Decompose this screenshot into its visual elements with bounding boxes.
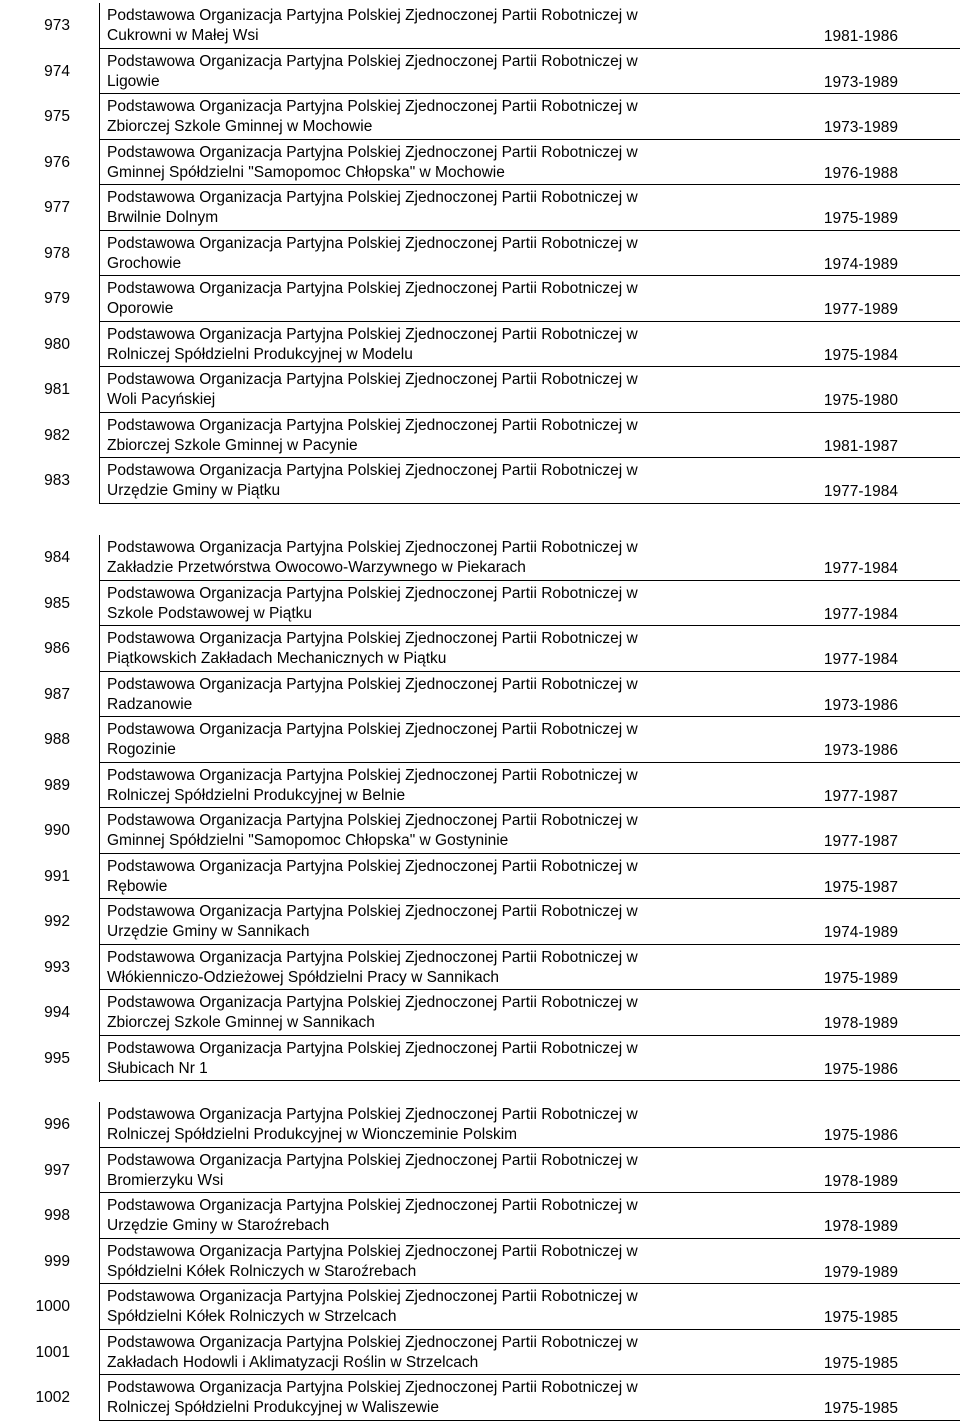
organization-prefix: Podstawowa Organizacja Partyjna Polskiej Zjednoczonej Partii Robotniczej w <box>107 98 638 115</box>
organization-place: Brwilnie Dolnym <box>107 209 219 226</box>
organization-prefix: Podstawowa Organizacja Partyjna Polskiej Zjednoczonej Partii Robotniczej w <box>107 325 638 343</box>
organization-place: Gminnej Spółdzielni "Samopomoc Chłopska" w Mochowie <box>107 163 505 181</box>
organization-prefix: Podstawowa Organizacja Partyjna Polskiej Zjednoczonej Partii Robotniczej w <box>107 371 638 388</box>
column-divider <box>99 535 100 581</box>
row-number: 983 <box>44 472 70 489</box>
table-section-2 <box>0 535 960 1081</box>
row-number: 990 <box>44 822 70 839</box>
row-number: 976 <box>44 153 70 171</box>
row-number: 992 <box>44 913 70 930</box>
row-number: 999 <box>44 1252 70 1270</box>
organization-place: Oporowie <box>107 300 174 317</box>
organization-prefix: Podstawowa Organizacja Partyjna Polskiej Zjednoczonej Partii Robotniczej w <box>107 630 638 647</box>
column-divider <box>99 367 100 413</box>
row-number: 978 <box>44 244 70 262</box>
organization-place: Spółdzielni Kółek Rolniczych w Strzelcach <box>107 1308 397 1325</box>
column-divider <box>99 581 100 627</box>
table-row <box>0 1330 960 1376</box>
table-row <box>0 945 960 991</box>
row-number: 985 <box>44 594 70 612</box>
column-divider <box>99 1375 100 1421</box>
years-range: 1977-1984 <box>823 651 898 668</box>
row-number: 994 <box>44 1004 70 1021</box>
table-row <box>0 626 960 672</box>
years-range: 1977-1984 <box>823 483 898 500</box>
organization-place: Cukrowni w Małej Wsi <box>107 27 259 44</box>
organization-place: Rębowie <box>107 877 168 895</box>
organization-place: Słubicach Nr 1 <box>107 1059 208 1077</box>
years-range: 1978-1989 <box>823 1172 898 1190</box>
table-row <box>0 1239 960 1285</box>
organization-prefix: Podstawowa Organizacja Partyjna Polskiej Zjednoczonej Partii Robotniczej w <box>107 903 638 920</box>
years-range: 1975-1985 <box>823 1354 898 1372</box>
row-number: 995 <box>44 1049 70 1067</box>
column-divider <box>99 322 100 368</box>
years-range: 1976-1988 <box>823 164 898 182</box>
row-number: 973 <box>44 17 70 34</box>
organization-prefix: Podstawowa Organizacja Partyjna Polskiej Zjednoczonej Partii Robotniczej w <box>107 948 638 966</box>
organization-place: Zbiorczej Szkole Gminnej w Pacynie <box>107 436 358 454</box>
row-number: 988 <box>44 731 70 748</box>
table-row <box>0 1102 960 1148</box>
years-range: 1981-1987 <box>823 437 898 455</box>
row-number: 1002 <box>35 1389 70 1406</box>
years-range: 1977-1987 <box>823 833 898 850</box>
years-range: 1977-1984 <box>823 605 898 623</box>
organization-place: Rolniczej Spółdzielni Produkcyjnej w Wionczeminie Polskim <box>107 1126 518 1143</box>
organization-place: Radzanowie <box>107 695 193 713</box>
table-section-1 <box>0 3 960 504</box>
years-range: 1975-1984 <box>823 346 898 364</box>
table-row <box>0 231 960 277</box>
organization-prefix: Podstawowa Organizacja Partyjna Polskiej Zjednoczonej Partii Robotniczej w <box>107 539 638 556</box>
organization-place: Rolniczej Spółdzielni Produkcyjnej w Modelu <box>107 345 413 363</box>
row-divider <box>99 503 960 504</box>
row-number: 1000 <box>35 1298 70 1315</box>
table-row <box>0 458 960 504</box>
row-number: 975 <box>44 108 70 125</box>
row-number: 998 <box>44 1207 70 1224</box>
organization-prefix: Podstawowa Organizacja Partyjna Polskiej Zjednoczonej Partii Robotniczej w <box>107 1106 638 1123</box>
organization-place: Woli Pacyńskiej <box>107 391 216 408</box>
organization-prefix: Podstawowa Organizacja Partyjna Polskiej Zjednoczonej Partii Robotniczej w <box>107 7 638 24</box>
column-divider <box>99 808 100 854</box>
organization-prefix: Podstawowa Organizacja Partyjna Polskiej Zjednoczonej Partii Robotniczej w <box>107 721 638 738</box>
organization-place: Rolniczej Spółdzielni Produkcyjnej w Belnie <box>107 786 406 804</box>
years-range: 1973-1989 <box>823 119 898 136</box>
table-row <box>0 1375 960 1421</box>
years-range: 1974-1989 <box>823 255 898 273</box>
organization-prefix: Podstawowa Organizacja Partyjna Polskiej Zjednoczonej Partii Robotniczej w <box>107 766 638 784</box>
years-range: 1975-1985 <box>823 1400 898 1417</box>
column-divider <box>99 231 100 277</box>
column-divider <box>99 763 100 809</box>
years-range: 1981-1986 <box>823 28 898 45</box>
table-section-3 <box>0 1102 960 1421</box>
organization-prefix: Podstawowa Organizacja Partyjna Polskiej Zjednoczonej Partii Robotniczej w <box>107 52 638 70</box>
years-range: 1975-1986 <box>823 1127 898 1144</box>
organization-prefix: Podstawowa Organizacja Partyjna Polskiej Zjednoczonej Partii Robotniczej w <box>107 1039 638 1057</box>
column-divider <box>99 458 100 504</box>
table-row <box>0 808 960 854</box>
organization-place: Piątkowskich Zakładach Mechanicznych w Piątku <box>107 650 447 667</box>
row-number: 991 <box>44 867 70 885</box>
organization-place: Szkole Podstawowej w Piątku <box>107 604 313 622</box>
organization-prefix: Podstawowa Organizacja Partyjna Polskiej Zjednoczonej Partii Robotniczej w <box>107 1242 638 1260</box>
row-number: 980 <box>44 335 70 353</box>
organization-place: Ligowie <box>107 72 160 90</box>
column-divider <box>99 140 100 186</box>
organization-prefix: Podstawowa Organizacja Partyjna Polskiej Zjednoczonej Partii Robotniczej w <box>107 1288 638 1305</box>
table-row <box>0 185 960 231</box>
table-row <box>0 717 960 763</box>
column-divider <box>99 94 100 140</box>
years-range: 1977-1984 <box>823 560 898 577</box>
organization-prefix: Podstawowa Organizacja Partyjna Polskiej Zjednoczonej Partii Robotniczej w <box>107 584 638 602</box>
organization-prefix: Podstawowa Organizacja Partyjna Polskiej Zjednoczonej Partii Robotniczej w <box>107 1151 638 1169</box>
column-divider <box>99 1239 100 1285</box>
column-divider <box>99 185 100 231</box>
years-range: 1977-1987 <box>823 787 898 805</box>
organization-place: Rogozinie <box>107 741 176 758</box>
table-row <box>0 1193 960 1239</box>
row-divider <box>99 1420 960 1421</box>
years-range: 1977-1989 <box>823 301 898 318</box>
row-number: 1001 <box>35 1343 70 1361</box>
column-divider <box>99 626 100 672</box>
column-divider <box>99 672 100 718</box>
table-row <box>0 535 960 581</box>
organization-prefix: Podstawowa Organizacja Partyjna Polskiej Zjednoczonej Partii Robotniczej w <box>107 1333 638 1351</box>
organization-prefix: Podstawowa Organizacja Partyjna Polskiej Zjednoczonej Partii Robotniczej w <box>107 994 638 1011</box>
organization-place: Zbiorczej Szkole Gminnej w Sannikach <box>107 1014 375 1031</box>
row-number: 987 <box>44 685 70 703</box>
organization-place: Bromierzyku Wsi <box>107 1171 224 1189</box>
years-range: 1978-1989 <box>823 1218 898 1235</box>
column-divider <box>99 1330 100 1376</box>
row-number: 984 <box>44 549 70 566</box>
row-number: 989 <box>44 776 70 794</box>
years-range: 1979-1989 <box>823 1263 898 1281</box>
table-row <box>0 899 960 945</box>
column-divider <box>99 1102 100 1148</box>
column-divider <box>99 854 100 900</box>
column-divider <box>99 717 100 763</box>
table-row <box>0 854 960 900</box>
organization-prefix: Podstawowa Organizacja Partyjna Polskiej Zjednoczonej Partii Robotniczej w <box>107 416 638 434</box>
row-number: 977 <box>44 199 70 216</box>
years-range: 1978-1989 <box>823 1015 898 1032</box>
row-number: 993 <box>44 958 70 976</box>
row-number: 996 <box>44 1116 70 1133</box>
column-divider <box>99 1148 100 1194</box>
column-divider <box>99 276 100 322</box>
years-range: 1975-1989 <box>823 210 898 227</box>
organization-place: Włókienniczo-Odzieżowej Spółdzielni Pracy w Sannikach <box>107 968 499 986</box>
organization-prefix: Podstawowa Organizacja Partyjna Polskiej Zjednoczonej Partii Robotniczej w <box>107 812 638 829</box>
table-row <box>0 140 960 186</box>
table-row <box>0 763 960 809</box>
organization-prefix: Podstawowa Organizacja Partyjna Polskiej Zjednoczonej Partii Robotniczej w <box>107 675 638 693</box>
row-number: 982 <box>44 426 70 444</box>
table-row <box>0 672 960 718</box>
years-range: 1975-1986 <box>823 1060 898 1078</box>
row-divider <box>99 1080 960 1081</box>
row-number: 974 <box>44 62 70 80</box>
column-divider <box>99 1036 100 1082</box>
years-range: 1974-1989 <box>823 924 898 941</box>
table-row <box>0 413 960 459</box>
organization-place: Zbiorczej Szkole Gminnej w Mochowie <box>107 118 373 135</box>
table-row <box>0 581 960 627</box>
organization-place: Gminnej Spółdzielni "Samopomoc Chłopska" w Gostyninie <box>107 832 509 849</box>
table-row <box>0 94 960 140</box>
table-row <box>0 1148 960 1194</box>
column-divider <box>99 1193 100 1239</box>
organization-prefix: Podstawowa Organizacja Partyjna Polskiej Zjednoczonej Partii Robotniczej w <box>107 1379 638 1396</box>
column-divider <box>99 899 100 945</box>
column-divider <box>99 1284 100 1330</box>
organization-place: Urzędzie Gminy w Staroźrebach <box>107 1217 330 1234</box>
table-row <box>0 1284 960 1330</box>
organization-place: Urzędzie Gminy w Piątku <box>107 482 281 499</box>
row-number: 981 <box>44 381 70 398</box>
organization-place: Rolniczej Spółdzielni Produkcyjnej w Waliszewie <box>107 1399 439 1416</box>
row-number: 986 <box>44 640 70 657</box>
organization-prefix: Podstawowa Organizacja Partyjna Polskiej Zjednoczonej Partii Robotniczej w <box>107 189 638 206</box>
organization-prefix: Podstawowa Organizacja Partyjna Polskiej Zjednoczonej Partii Robotniczej w <box>107 1197 638 1214</box>
column-divider <box>99 413 100 459</box>
column-divider <box>99 3 100 49</box>
table-row <box>0 276 960 322</box>
organization-prefix: Podstawowa Organizacja Partyjna Polskiej Zjednoczonej Partii Robotniczej w <box>107 857 638 875</box>
table-row <box>0 990 960 1036</box>
column-divider <box>99 49 100 95</box>
years-range: 1975-1980 <box>823 392 898 409</box>
years-range: 1975-1985 <box>823 1309 898 1326</box>
years-range: 1975-1989 <box>823 969 898 987</box>
table-row <box>0 322 960 368</box>
organization-place: Grochowie <box>107 254 182 272</box>
table-row <box>0 3 960 49</box>
years-range: 1975-1987 <box>823 878 898 896</box>
table-row <box>0 49 960 95</box>
organization-prefix: Podstawowa Organizacja Partyjna Polskiej Zjednoczonej Partii Robotniczej w <box>107 234 638 252</box>
organization-place: Zakładzie Przetwórstwa Owocowo-Warzywnego w Piekarach <box>107 559 526 576</box>
row-number: 979 <box>44 290 70 307</box>
years-range: 1973-1986 <box>823 696 898 714</box>
years-range: 1973-1989 <box>823 73 898 91</box>
column-divider <box>99 945 100 991</box>
column-divider <box>99 990 100 1036</box>
organization-place: Urzędzie Gminy w Sannikach <box>107 923 310 940</box>
table-row <box>0 1036 960 1082</box>
organization-prefix: Podstawowa Organizacja Partyjna Polskiej Zjednoczonej Partii Robotniczej w <box>107 280 638 297</box>
row-number: 997 <box>44 1161 70 1179</box>
organization-place: Zakładach Hodowli i Aklimatyzacji Roślin w Strzelcach <box>107 1353 479 1371</box>
organization-prefix: Podstawowa Organizacja Partyjna Polskiej Zjednoczonej Partii Robotniczej w <box>107 462 638 479</box>
table-row <box>0 367 960 413</box>
years-range: 1973-1986 <box>823 742 898 759</box>
organization-prefix: Podstawowa Organizacja Partyjna Polskiej Zjednoczonej Partii Robotniczej w <box>107 143 638 161</box>
organization-place: Spółdzielni Kółek Rolniczych w Staroźrebach <box>107 1262 417 1280</box>
